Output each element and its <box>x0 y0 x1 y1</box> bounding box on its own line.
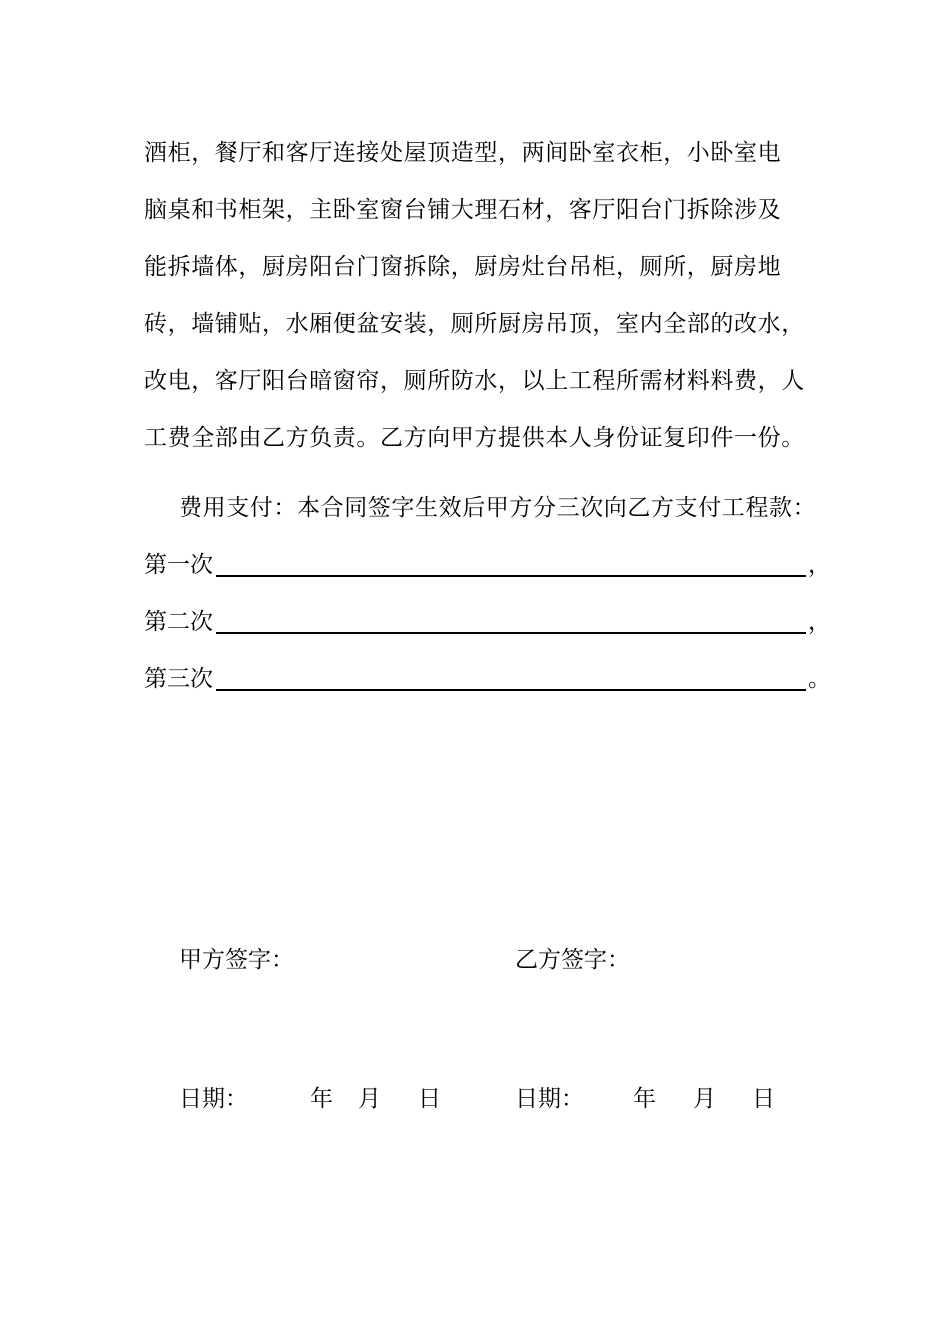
installment-row-3 <box>144 663 831 695</box>
party-b-signature-label: 乙方签字： <box>515 947 630 973</box>
body-line-6: 工费全部由乙方负责。乙方向甲方提供本人身份证复印件一份。 <box>144 425 805 451</box>
installment-label: 第三次 <box>144 666 213 692</box>
party-a-date-month: 月 <box>358 1086 381 1112</box>
installment-blank-line <box>216 632 806 634</box>
installment-row-1 <box>144 549 831 581</box>
party-a-date-label: 日期： <box>179 1086 248 1112</box>
body-line-3: 能拆墙体，厨房阳台门窗拆除，厨房灶台吊柜，厕所，厨房地 <box>144 254 782 280</box>
body-line-1: 酒柜，餐厅和客厅连接处屋顶造型，两间卧室衣柜，小卧室电 <box>144 140 782 166</box>
installment-punctuation: 。 <box>808 666 831 692</box>
party-b-date-year: 年 <box>633 1086 656 1112</box>
installment-row-2 <box>144 606 831 638</box>
installment-punctuation: ， <box>808 609 831 635</box>
body-line-2: 脑桌和书柜架，主卧室窗台铺大理石材，客厅阳台门拆除涉及 <box>144 197 782 223</box>
party-b-date-day: 日 <box>752 1086 775 1112</box>
installment-punctuation: ， <box>808 552 831 578</box>
party-b-date-label: 日期： <box>515 1086 584 1112</box>
body-line-5: 改电，客厅阳台暗窗帘，厕所防水，以上工程所需材料料费，人 <box>144 368 805 394</box>
installment-blank-line <box>216 575 806 577</box>
body-line-4: 砖，墙铺贴，水厢便盆安装，厕所厨房吊顶，室内全部的改水， <box>144 311 805 337</box>
payment-intro: 费用支付：本合同签字生效后甲方分三次向乙方支付工程款： <box>179 495 817 521</box>
party-a-date-year: 年 <box>310 1086 333 1112</box>
installment-label: 第二次 <box>144 609 213 635</box>
installment-blank-line <box>216 689 806 691</box>
installment-label: 第一次 <box>144 552 213 578</box>
party-b-date-month: 月 <box>693 1086 716 1112</box>
party-a-signature-label: 甲方签字： <box>179 947 294 973</box>
party-a-date-day: 日 <box>418 1086 441 1112</box>
